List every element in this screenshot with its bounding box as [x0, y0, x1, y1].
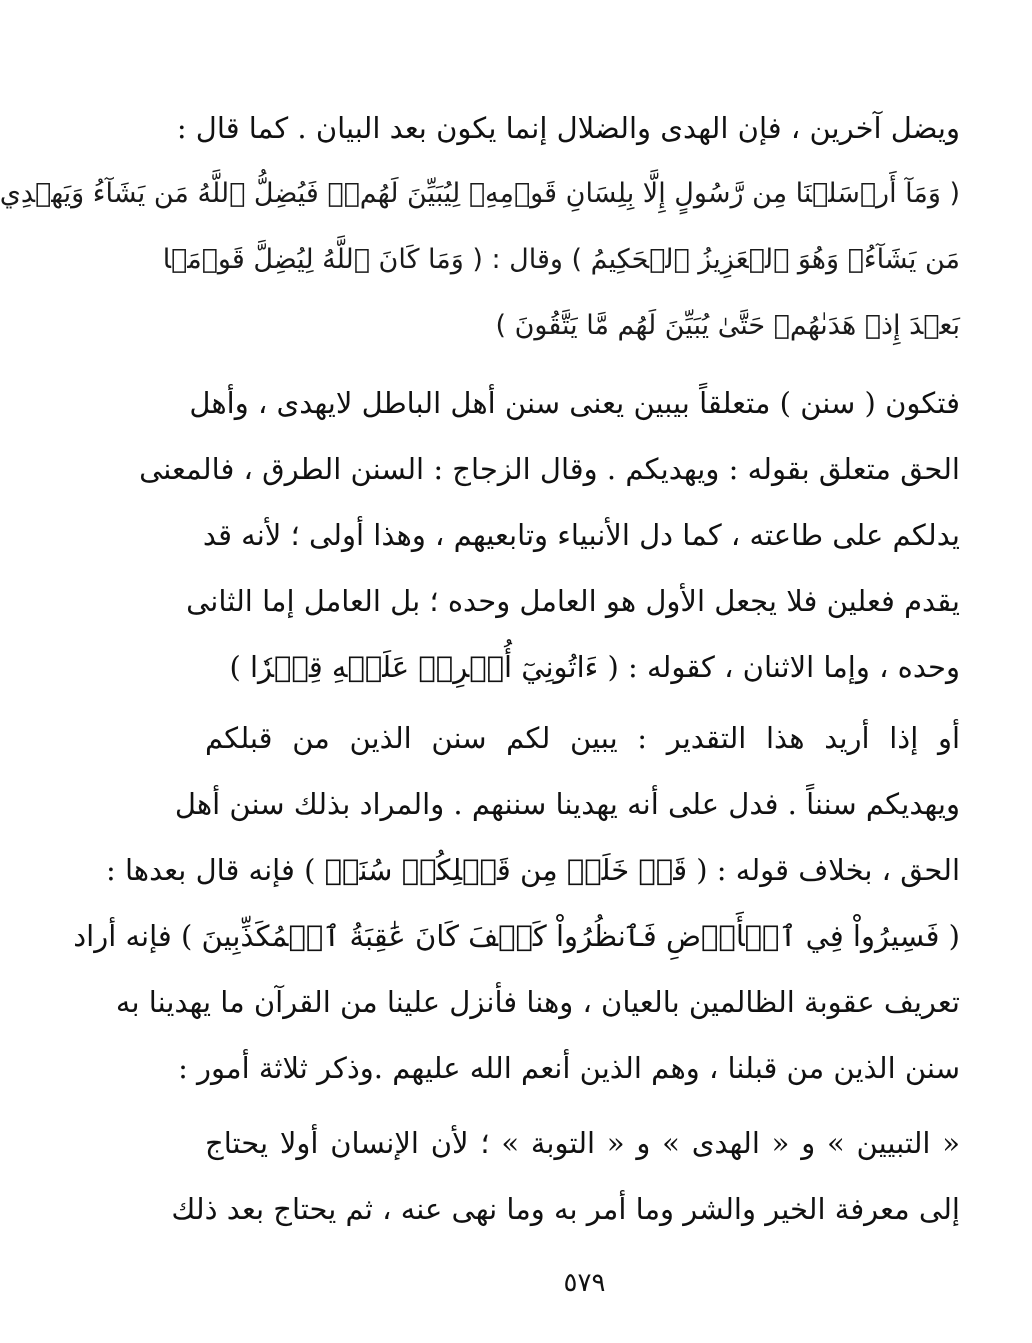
paragraph-3 [73, 705, 960, 1101]
text-line: الحق متعلق بقوله : ويهديكم . وقال الزجاج : السنن الطرق ، فالمعنى [139, 452, 960, 486]
text-line: ويهديكم سنناً . فدل على أنه يهدينا سننهم . والمراد بذلك سنن أهل [174, 787, 960, 821]
text-line: وحده ، وإما الاثنان ، كقوله : ( ءَاتُونِيٓ أُفۡرِغۡ عَلَيۡهِ قِطۡرٗا ) [229, 650, 960, 684]
quran-verse-line: مَن يَشَآءُۚ وَهُوَ ٱلۡعَزِيزُ ٱلۡحَكِيمُ ) وقال : ( وَمَا كَانَ ٱللَّهُ لِيُضِلَّ قَوۡمَۢا [162, 244, 960, 275]
quran-verse-line: ( وَمَآ أَرۡسَلۡنَا مِن رَّسُولٍ إِلَّا بِلِسَانِ قَوۡمِهِۦ لِيُبَيِّنَ لَهُمۡۖ فَيُضِلُّ ٱللَّهُ مَن يَشَآءُ وَيَهۡدِي [0, 178, 960, 209]
paragraph-2 [139, 370, 960, 700]
text-line: الحق ، بخلاف قوله : ( قَدۡ خَلَتۡ مِن قَبۡلِكُمۡ سُنَنٞ ) فإنه قال بعدها : [105, 853, 960, 887]
quran-verse-line: بَعۡدَ إِذۡ هَدَىٰهُمۡ حَتَّىٰ يُبَيِّنَ لَهُم مَّا يَتَّقُونَ ) [495, 310, 960, 341]
paragraph-4 [171, 1110, 960, 1242]
text-line: فتكون ( سنن ) متعلقاً بيبين يعنى سنن أهل الباطل لايهدى ، وأهل [189, 386, 960, 420]
text-line: « التبيين » و « الهدى » و « التوبة » ؛ لأن الإنسان أولا يحتاج [205, 1126, 960, 1160]
text-line: ( فَسِيرُواْ فِي ٱلۡأَرۡضِ فَٱنظُرُواْ كَيۡفَ كَانَ عَٰقِبَةُ ٱلۡمُكَذِّبِينَ ) فإنه أراد [73, 919, 960, 953]
text-line: أو إذا أريد هذا التقدير : يبين لكم سنن الذين من قبلكم [205, 721, 960, 755]
text-line: إلى معرفة الخير والشر وما أمر به وما نهى عنه ، ثم يحتاج بعد ذلك [171, 1192, 960, 1226]
text-line: يدلكم على طاعته ، كما دل الأنبياء وتابعيهم ، وهذا أولى ؛ لأنه قد [202, 518, 960, 552]
text-line: يقدم فعلين فلا يجعل الأول هو العامل وحده ؛ بل العامل إما الثانى [186, 584, 960, 618]
text-line: تعريف عقوبة الظالمين بالعيان ، وهنا فأنزل علينا من القرآن ما يهدينا به [115, 985, 960, 1019]
page-number: ٥٧٩ [563, 1268, 606, 1298]
text-line: ويضل آخرين ، فإن الهدى والضلال إنما يكون بعد البيان . كما قال : [176, 111, 960, 145]
paragraph-1 [0, 95, 960, 359]
text-line: سنن الذين من قبلنا ، وهم الذين أنعم الله عليهم .وذكر ثلاثة أمور : [178, 1051, 960, 1085]
